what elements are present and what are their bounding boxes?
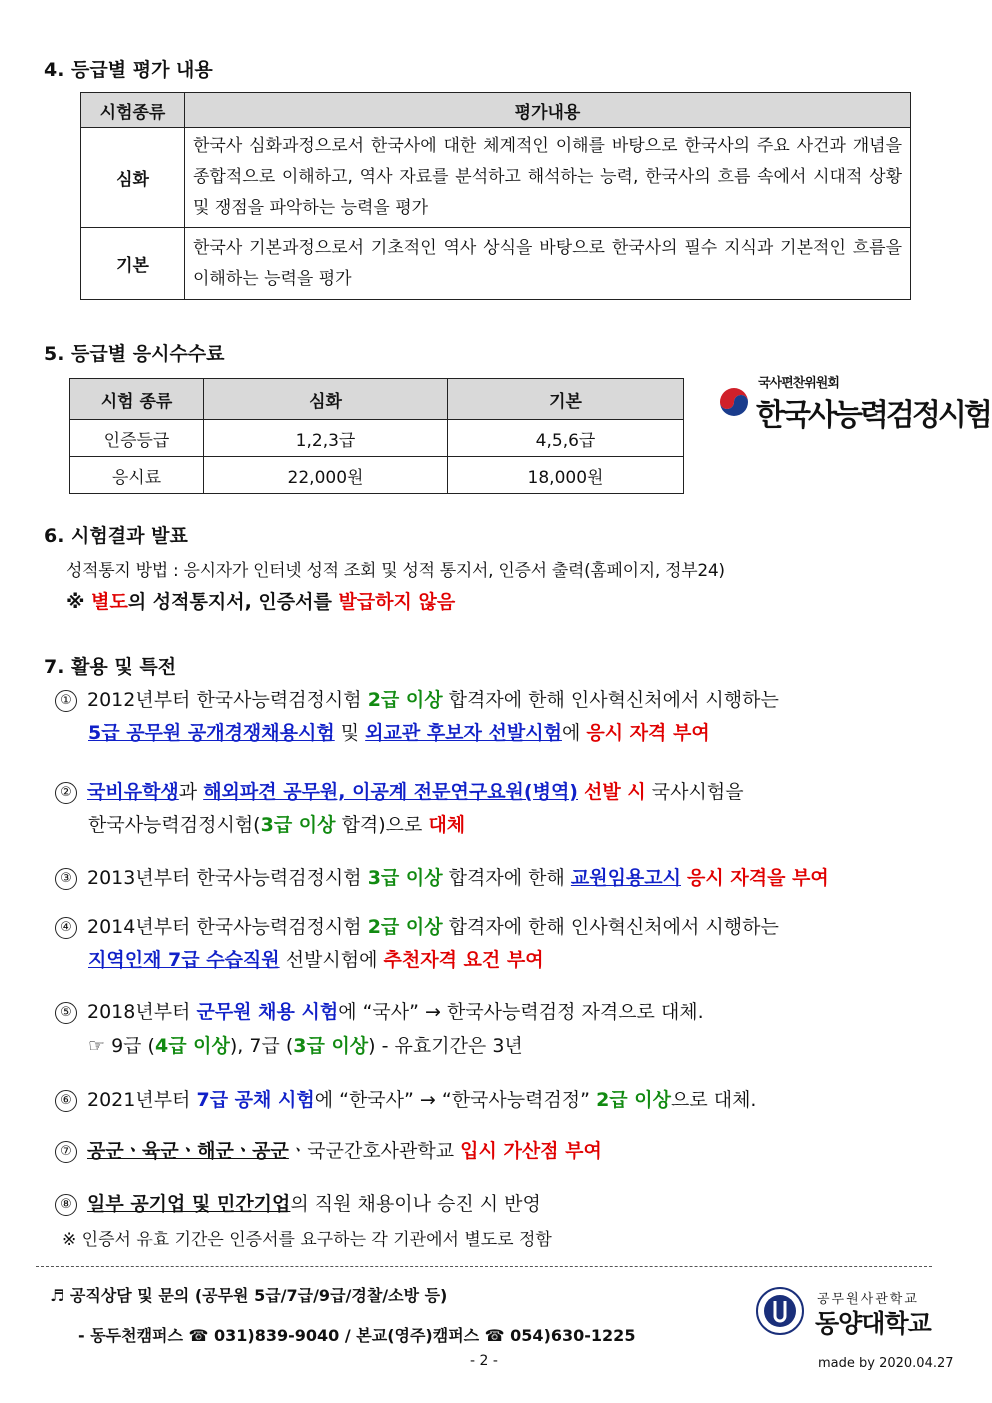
text: 국사시험을 xyxy=(651,781,744,803)
evaluation-table xyxy=(80,92,911,300)
benefit-item-2 xyxy=(55,777,744,804)
exam-name: 외교관 후보자 선발시험 xyxy=(365,722,562,744)
item-number: ⑤ xyxy=(55,1002,77,1024)
col-eval-content: 평가내용 xyxy=(185,93,911,128)
table-cell: 응시료 xyxy=(70,457,204,494)
fee-header: 기본 xyxy=(448,379,684,420)
row-type: 기본 xyxy=(81,228,185,300)
text: 2021년부터 xyxy=(87,1089,191,1111)
benefit-item-2-cont xyxy=(88,810,465,837)
table-cell: 22,000원 xyxy=(204,457,448,494)
text: 한국사능력검정시험( xyxy=(88,814,261,836)
fee-table xyxy=(69,378,684,494)
item-number: ① xyxy=(55,690,77,712)
grade-text: 2급 이상 xyxy=(596,1089,671,1111)
fee-header: 심화 xyxy=(204,379,448,420)
target-name: 해외파견 공무원, 이공계 전문연구요원(병역) xyxy=(203,781,578,803)
text: 에 xyxy=(561,722,581,744)
benefit-item-1 xyxy=(55,685,779,712)
logo-main-text: 한국사능력검정시험 xyxy=(756,398,990,433)
exam-name: 7급 공채 시험 xyxy=(196,1089,315,1111)
kha-logo xyxy=(716,370,990,450)
item-number: ⑦ xyxy=(55,1141,77,1163)
text: 으로 대체. xyxy=(670,1089,757,1111)
note-mark: ※ xyxy=(66,591,85,613)
item-number: ④ xyxy=(55,917,77,939)
note-not-issued: 발급하지 않음 xyxy=(338,591,456,613)
made-date: made by 2020.04.27 xyxy=(818,1356,954,1371)
dongyang-logo xyxy=(755,1284,935,1340)
result-method: 성적통지 방법 : 응시자가 인터넷 성적 조회 및 성적 통지서, 인증서 출력(홈페이지, 정부24) xyxy=(66,561,725,581)
text: 합격자에 한해 인사혁신처에서 시행하는 xyxy=(448,916,779,938)
section-4-heading: 4. 등급별 평가 내용 xyxy=(44,59,213,81)
table-row xyxy=(70,457,684,494)
exam-name: 5급 공무원 공개경쟁채용시험 xyxy=(88,722,335,744)
benefit-text: 응시 자격을 부여 xyxy=(687,867,829,889)
benefit-text: 추천자격 요건 부여 xyxy=(383,949,544,971)
university-seal-icon xyxy=(755,1286,805,1336)
row-content: 한국사 심화과정으로서 한국사에 대한 체계적인 이해를 바탕으로 한국사의 주요 사건과 개념을 종합적으로 이해하고, 역사 자료를 분석하고 해석하는 능력, 한국사의 흐름 속에서 시대적 상황 및 쟁점을 파악하는 능력을 평가 xyxy=(185,128,911,228)
taeguk-icon xyxy=(716,384,752,420)
school-name: 동양대학교 xyxy=(815,1309,931,1338)
benefit-text: 대체 xyxy=(428,814,466,836)
text: 합격자에 한해 xyxy=(448,867,565,889)
benefit-item-7 xyxy=(55,1136,602,1163)
section-5-heading: 5. 등급별 응시수수료 xyxy=(44,343,225,365)
exam-name: 교원임용고시 xyxy=(570,867,681,889)
note-separate: 별도 xyxy=(91,591,128,613)
text: 과 xyxy=(178,781,198,803)
benefit-item-4 xyxy=(55,912,779,939)
exam-name: 지역인재 7급 수습직원 xyxy=(88,949,280,971)
table-cell: 인증등급 xyxy=(70,420,204,457)
table-cell: 4,5,6급 xyxy=(448,420,684,457)
benefit-text: 선발 시 xyxy=(584,781,646,803)
logo-top-text: 국사편찬위원회 xyxy=(758,376,839,391)
benefit-item-6 xyxy=(55,1085,756,1112)
result-note xyxy=(66,587,455,614)
grade-text: 3급 이상 xyxy=(260,814,336,836)
grade-text: 4급 이상 xyxy=(154,1035,230,1057)
divider xyxy=(36,1266,932,1267)
table-cell: 18,000원 xyxy=(448,457,684,494)
benefit-text: 입시 가산점 부여 xyxy=(460,1140,602,1162)
grade-text: 2급 이상 xyxy=(367,916,443,938)
text: ㆍ국군간호사관학교 xyxy=(288,1140,455,1162)
page-number: - 2 - xyxy=(470,1353,498,1369)
benefit-item-5 xyxy=(55,997,704,1024)
campus-phones: - 동두천캠퍼스 ☎ 031)839-9040 / 본교(영주)캠퍼스 ☎ 054)630-1225 xyxy=(78,1326,636,1345)
text: 합격)으로 xyxy=(341,814,423,836)
section-7-heading: 7. 활용 및 특전 xyxy=(44,656,177,678)
text: 합격자에 한해 인사혁신처에서 시행하는 xyxy=(448,689,779,711)
exam-name: 군무원 채용 시험 xyxy=(196,1001,339,1023)
text: 2013년부터 한국사능력검정시험 xyxy=(87,867,362,889)
text: 에 “한국사” → “한국사능력검정” xyxy=(314,1089,591,1111)
companies: 일부 공기업 및 민간기업 xyxy=(87,1193,291,1215)
row-type: 심화 xyxy=(81,128,185,228)
benefit-item-4-cont xyxy=(88,945,544,972)
text: ☞ 9급 ( xyxy=(88,1035,155,1057)
text: 2014년부터 한국사능력검정시험 xyxy=(87,916,362,938)
fee-header: 시험 종류 xyxy=(70,379,204,420)
note-mid: 의 성적통지서, 인증서를 xyxy=(127,591,332,613)
item-number: ② xyxy=(55,782,77,804)
validity-note: ※ 인증서 유효 기간은 인증서를 요구하는 각 기관에서 별도로 정함 xyxy=(62,1230,552,1250)
school-subtitle: 공무원사관학교 xyxy=(817,1292,919,1307)
table-row xyxy=(70,420,684,457)
text: ) - 유효기간은 3년 xyxy=(368,1035,523,1057)
benefit-item-3 xyxy=(55,863,829,890)
text: 2012년부터 한국사능력검정시험 xyxy=(87,689,362,711)
benefit-item-8 xyxy=(55,1189,541,1216)
contact-heading: ♬ 공직상담 및 문의 (공무원 5급/7급/9급/경찰/소방 등) xyxy=(50,1286,448,1305)
target-name: 국비유학생 xyxy=(87,781,179,803)
col-exam-type: 시험종류 xyxy=(81,93,185,128)
benefit-item-5-cont xyxy=(88,1031,523,1058)
grade-text: 2급 이상 xyxy=(367,689,443,711)
text: 선발시험에 xyxy=(285,949,378,971)
text: 및 xyxy=(340,722,360,744)
table-cell: 1,2,3급 xyxy=(204,420,448,457)
item-number: ⑧ xyxy=(55,1194,77,1216)
text: ), 7급 ( xyxy=(229,1035,294,1057)
item-number: ⑥ xyxy=(55,1090,77,1112)
text: 의 직원 채용이나 승진 시 반영 xyxy=(290,1193,541,1215)
text: 2018년부터 xyxy=(87,1001,191,1023)
text: 에 “국사” → 한국사능력검정 자격으로 대체. xyxy=(338,1001,704,1023)
military-academies: 공군ㆍ육군ㆍ해군ㆍ공군 xyxy=(87,1140,289,1162)
benefit-text: 응시 자격 부여 xyxy=(586,722,710,744)
row-content: 한국사 기본과정으로서 기초적인 역사 상식을 바탕으로 한국사의 필수 지식과 기본적인 흐름을 이해하는 능력을 평가 xyxy=(185,228,911,300)
item-number: ③ xyxy=(55,868,77,890)
benefit-item-1-cont xyxy=(88,718,710,745)
grade-text: 3급 이상 xyxy=(367,867,443,889)
grade-text: 3급 이상 xyxy=(293,1035,369,1057)
table-row xyxy=(81,228,911,300)
section-6-heading: 6. 시험결과 발표 xyxy=(44,525,188,547)
table-row xyxy=(81,128,911,228)
